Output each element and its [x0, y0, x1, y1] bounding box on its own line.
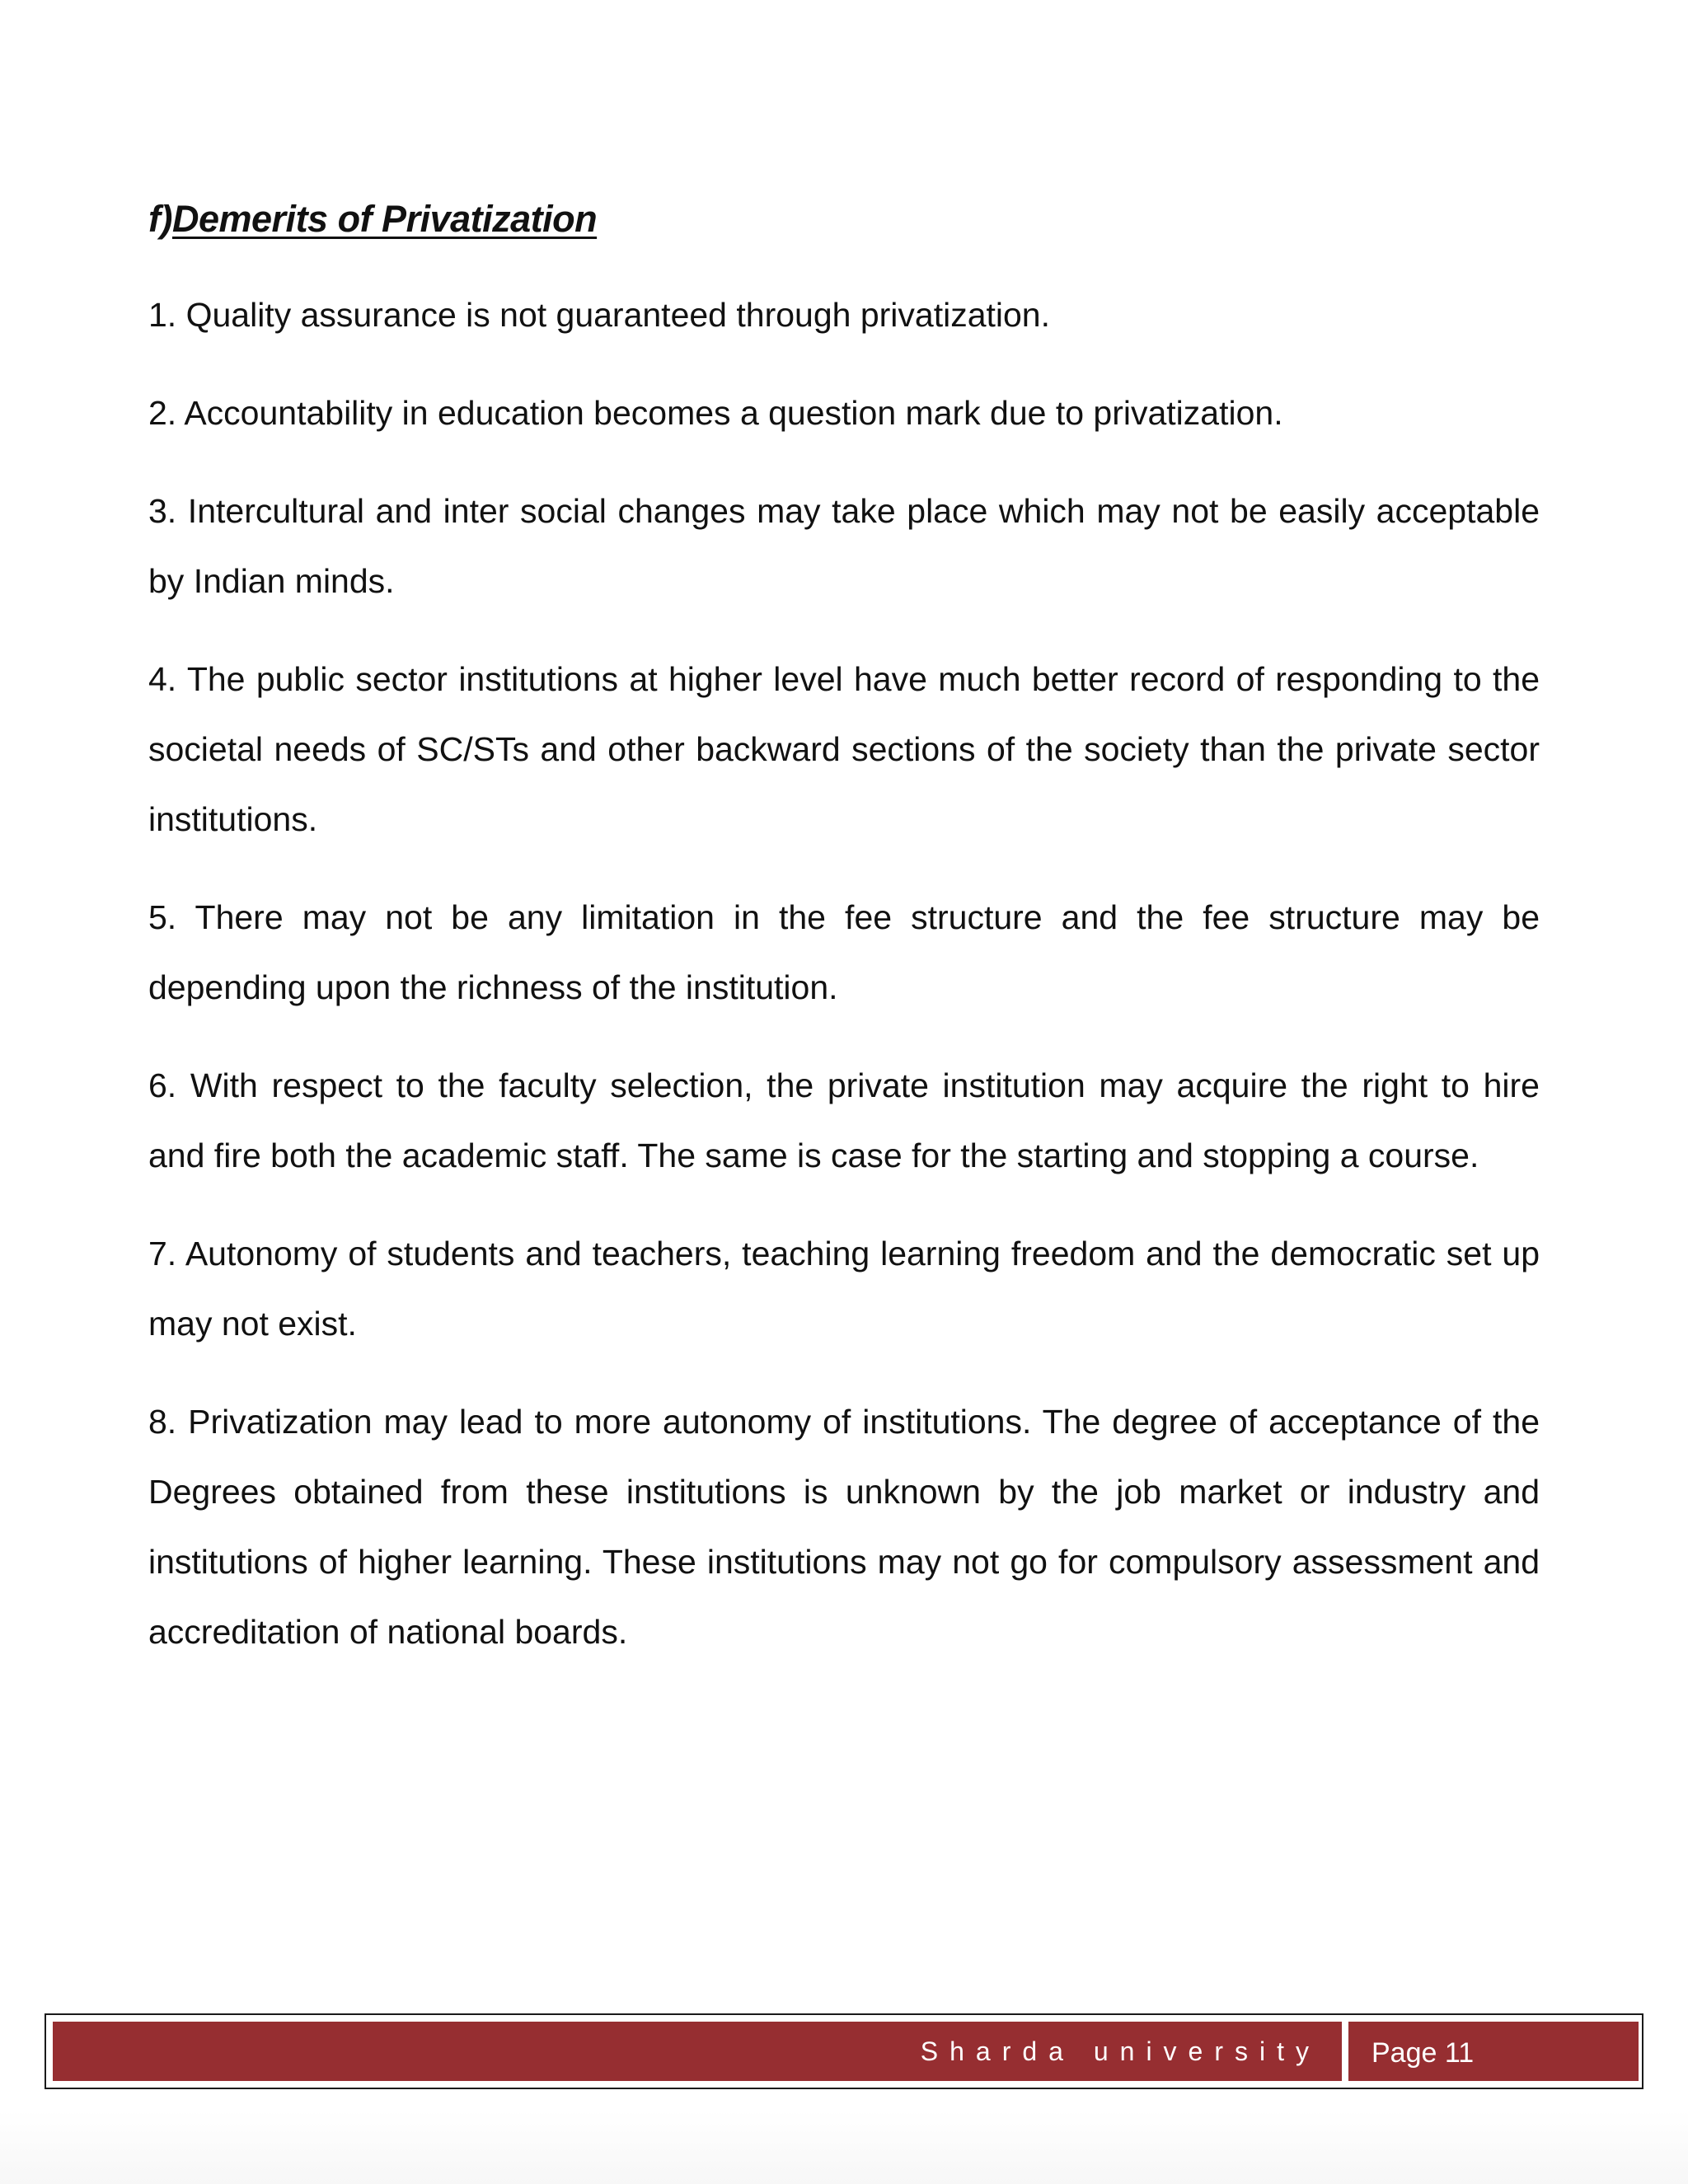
list-item: 5. There may not be any limitation in the fee structure and the fee structure may be depending upon the richness of the institution.	[148, 898, 1540, 1006]
page-number: Page 11	[1372, 2037, 1475, 2069]
footer-page-box	[1348, 2022, 1639, 2081]
list-item: 4. The public sector institutions at higher level have much better record of responding to the societal needs of SC/STs and other backward sections of the society than the private sector institutions.	[148, 660, 1540, 838]
demerits-list	[148, 280, 1540, 1695]
list-item: 1. Quality assurance is not guaranteed through privatization.	[148, 296, 1050, 334]
section-heading-title: Demerits of Privatization	[171, 198, 598, 240]
section-heading-prefix: f)	[148, 198, 172, 240]
section-heading	[148, 198, 597, 241]
list-item: 6. With respect to the faculty selection, the private institution may acquire the right to hire and fire both the academic staff. The same is case for the starting and stopping a course.	[148, 1066, 1540, 1174]
list-item: 2. Accountability in education becomes a question mark due to privatization.	[148, 394, 1283, 432]
list-item: 8. Privatization may lead to more autonomy of institutions. The degree of acceptance of the Degrees obtained from these institutions is unknown by the job market or industry and institutions of higher learning. These institutions may not go for compulsory assessment and accreditation of national boards.	[148, 1403, 1540, 1651]
page-bottom-edge	[0, 2110, 1688, 2184]
footer-organization: Sharda university	[920, 2036, 1320, 2066]
list-item: 7. Autonomy of students and teachers, teaching learning freedom and the democratic set up may not exist.	[148, 1235, 1540, 1343]
footer-organization-bar	[53, 2022, 1342, 2081]
page-footer	[45, 2013, 1643, 2089]
list-item: 3. Intercultural and inter social changes may take place which may not be easily acceptable by Indian minds.	[148, 492, 1540, 600]
